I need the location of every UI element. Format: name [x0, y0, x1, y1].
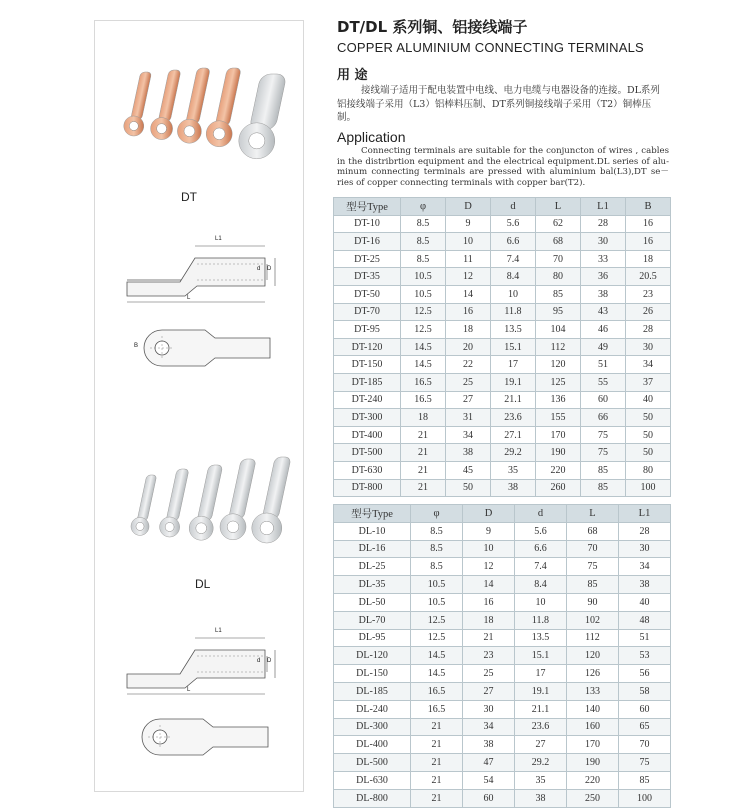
dl-cell: 12.5	[411, 611, 463, 629]
dl-cell: 112	[567, 629, 619, 647]
dt-cell: DT-240	[334, 391, 401, 409]
dl-cell: 21	[411, 718, 463, 736]
dl-spec-table	[333, 504, 671, 808]
table-row	[334, 426, 671, 444]
dt-cell: 11.8	[491, 303, 536, 321]
dt-cell: 260	[536, 479, 581, 497]
dl-cell: 250	[567, 789, 619, 807]
dt-cell: DT-300	[334, 409, 401, 427]
dt-cell: 85	[581, 479, 626, 497]
dt-cell: 220	[536, 461, 581, 479]
dt-cell: 190	[536, 444, 581, 462]
dt-header-L1: L1	[581, 198, 626, 216]
table-row	[334, 233, 671, 251]
dt-cell: 75	[581, 426, 626, 444]
dl-cell: 19.1	[515, 682, 567, 700]
dt-cell: 23.6	[491, 409, 536, 427]
dl-cell: 35	[515, 771, 567, 789]
dl-cell: 21	[411, 771, 463, 789]
dt-cell: DT-10	[334, 215, 401, 233]
dt-cell: 50	[626, 426, 671, 444]
dl-cell: 51	[619, 629, 671, 647]
dt-cell: 80	[626, 461, 671, 479]
dt-cell: 8.4	[491, 268, 536, 286]
dl-cell: 21	[411, 754, 463, 772]
dt-cell: 27	[446, 391, 491, 409]
dl-cell: 23.6	[515, 718, 567, 736]
dt-cell: 34	[446, 426, 491, 444]
table-row	[334, 558, 671, 576]
table-row	[334, 303, 671, 321]
dl-cell: 140	[567, 700, 619, 718]
dt-cell: 51	[581, 356, 626, 374]
dl-cell: DL-70	[334, 611, 411, 629]
dl-cell: 5.6	[515, 522, 567, 540]
dt-cell: 50	[626, 444, 671, 462]
dl-cell: 75	[567, 558, 619, 576]
table-row	[334, 540, 671, 558]
table-row	[334, 718, 671, 736]
dt-cell: 25	[446, 373, 491, 391]
dt-cell: 38	[491, 479, 536, 497]
dl-cell: 14	[463, 576, 515, 594]
dl-cell: 58	[619, 682, 671, 700]
table-row	[334, 522, 671, 540]
dl-dim-D: D	[267, 658, 272, 664]
dt-cell: 95	[536, 303, 581, 321]
dt-header-B: B	[626, 198, 671, 216]
dl-cell: 16.5	[411, 682, 463, 700]
table-row	[334, 629, 671, 647]
dl-cell: 13.5	[515, 629, 567, 647]
dl-cell: 8.5	[411, 522, 463, 540]
dt-top-view-drawing	[140, 326, 280, 370]
dl-cell: 75	[619, 754, 671, 772]
dl-cell: DL-120	[334, 647, 411, 665]
dt-cell: 7.4	[491, 250, 536, 268]
dt-cell: 19.1	[491, 373, 536, 391]
dl-cell: 21	[463, 629, 515, 647]
dt-header-phi: φ	[401, 198, 446, 216]
dl-cell: DL-240	[334, 700, 411, 718]
dl-cell: 25	[463, 665, 515, 683]
dl-cell: 21	[411, 789, 463, 807]
dt-cell: 66	[581, 409, 626, 427]
dl-cell: 27	[463, 682, 515, 700]
dt-cell: 21	[401, 426, 446, 444]
dt-cell: 20.5	[626, 268, 671, 286]
table-row	[334, 250, 671, 268]
dt-cell: 14	[446, 285, 491, 303]
dl-cell: 120	[567, 647, 619, 665]
table-row	[334, 700, 671, 718]
dl-cell: 40	[619, 593, 671, 611]
dt-cell: 12	[446, 268, 491, 286]
dt-cell: 43	[581, 303, 626, 321]
table-row	[334, 593, 671, 611]
table-row	[334, 682, 671, 700]
dt-cell: 12.5	[401, 321, 446, 339]
aluminium-terminal	[131, 475, 157, 535]
dt-dim-b: B	[134, 343, 139, 349]
dl-cell: DL-16	[334, 540, 411, 558]
dl-cell: 60	[463, 789, 515, 807]
dt-label: DT	[181, 190, 197, 204]
table-row	[334, 461, 671, 479]
dl-cell: 68	[567, 522, 619, 540]
dl-cell: 70	[567, 540, 619, 558]
dt-cell: 27.1	[491, 426, 536, 444]
copper-terminal	[206, 68, 241, 147]
dt-cell: DT-630	[334, 461, 401, 479]
table-row	[334, 665, 671, 683]
table-row	[334, 736, 671, 754]
dt-cell: DT-500	[334, 444, 401, 462]
dt-cell: 9	[446, 215, 491, 233]
aluminium-terminal	[220, 459, 256, 540]
dt-cell: DT-185	[334, 373, 401, 391]
table-row	[334, 789, 671, 807]
dt-cell: 40	[626, 391, 671, 409]
dl-cell: 34	[463, 718, 515, 736]
dt-header-d: d	[491, 198, 536, 216]
application-heading: Application	[337, 129, 406, 145]
copper-terminal	[177, 68, 210, 143]
dt-cell: 70	[536, 250, 581, 268]
aluminium-terminal	[160, 469, 189, 537]
dt-cell: 10	[491, 285, 536, 303]
dt-dim-l1: L1	[215, 236, 222, 242]
dt-header-type: 型号Type	[334, 198, 401, 216]
dl-cell: 16.5	[411, 700, 463, 718]
dl-cell: 85	[619, 771, 671, 789]
dt-cell: 170	[536, 426, 581, 444]
dl-cell: DL-150	[334, 665, 411, 683]
dl-cell: 126	[567, 665, 619, 683]
dl-header-D: D	[463, 505, 515, 523]
dt-cell: 33	[581, 250, 626, 268]
dl-cell: 65	[619, 718, 671, 736]
dl-cell: 10	[463, 540, 515, 558]
dl-cell: 21	[411, 736, 463, 754]
dt-cell: 55	[581, 373, 626, 391]
dt-cell: 18	[401, 409, 446, 427]
title-english: COPPER ALUMINIUM CONNECTING TERMINALS	[337, 40, 644, 55]
table-row	[334, 479, 671, 497]
dl-cell: 23	[463, 647, 515, 665]
dt-cell: 35	[491, 461, 536, 479]
dl-cell: DL-630	[334, 771, 411, 789]
dl-cell: 17	[515, 665, 567, 683]
usage-text-cn: 接线端子适用于配电装置中电线、电力电缆与电器设备的连接。DL系列铝接线端子采用（L3）铝棒料压制、DT系列铜接线端子采用（T2）铜棒压制。	[337, 85, 660, 123]
dt-cell: DT-400	[334, 426, 401, 444]
dl-cell: 160	[567, 718, 619, 736]
usage-heading-cn: 用 途	[337, 68, 368, 83]
dl-cell: 56	[619, 665, 671, 683]
aluminium-terminal	[252, 457, 291, 543]
dl-cell: 10	[515, 593, 567, 611]
table-row	[334, 391, 671, 409]
dl-cell: 21.1	[515, 700, 567, 718]
table-row	[334, 285, 671, 303]
dt-cell: DT-800	[334, 479, 401, 497]
dl-side-view-drawing	[115, 630, 295, 700]
dl-cell: 28	[619, 522, 671, 540]
dl-cell: DL-50	[334, 593, 411, 611]
dl-dim-l: L	[187, 687, 191, 693]
dt-cell: 12.5	[401, 303, 446, 321]
dt-cell: 38	[581, 285, 626, 303]
dt-cell: DT-25	[334, 250, 401, 268]
dt-cell: 80	[536, 268, 581, 286]
dl-cell: 9	[463, 522, 515, 540]
dl-cell: 10.5	[411, 593, 463, 611]
dl-header-type: 型号Type	[334, 505, 411, 523]
dt-cell: 50	[626, 409, 671, 427]
dl-cell: DL-400	[334, 736, 411, 754]
dl-cell: 34	[619, 558, 671, 576]
dl-cell: 29.2	[515, 754, 567, 772]
copper-terminal	[124, 72, 152, 136]
dl-cell: 53	[619, 647, 671, 665]
dl-cell: 48	[619, 611, 671, 629]
dt-cell: 10	[446, 233, 491, 251]
dt-cell: DT-150	[334, 356, 401, 374]
dt-cell: 18	[446, 321, 491, 339]
dt-cell: 46	[581, 321, 626, 339]
dl-cell: 133	[567, 682, 619, 700]
dt-cell: 68	[536, 233, 581, 251]
dt-cell: 30	[626, 338, 671, 356]
dl-aluminium-terminals-image	[94, 455, 302, 565]
dl-cell: 8.5	[411, 558, 463, 576]
dt-cell: DT-35	[334, 268, 401, 286]
dt-cell: 104	[536, 321, 581, 339]
dl-header-L: L	[567, 505, 619, 523]
dl-cell: DL-300	[334, 718, 411, 736]
dl-cell: 90	[567, 593, 619, 611]
dl-cell: 38	[619, 576, 671, 594]
dt-cell: 120	[536, 356, 581, 374]
dt-cell: 45	[446, 461, 491, 479]
application-text: Connecting terminals are suitable for the conjuncton of wires , cables in the distribrtion equipment and the electrical equipment.DL series of alu-minum connecting terminals are pressed with aluminium bal(L3),DT se－ries of copper connecting terminals with copper bar(T2).	[337, 146, 669, 188]
dt-cell: 155	[536, 409, 581, 427]
dl-cell: 100	[619, 789, 671, 807]
dt-cell: 26	[626, 303, 671, 321]
dl-top-view-drawing	[138, 715, 278, 759]
dt-cell: 21	[401, 479, 446, 497]
table-row	[334, 321, 671, 339]
dt-cell: 16	[626, 233, 671, 251]
dl-cell: DL-95	[334, 629, 411, 647]
dt-cell: 8.5	[401, 250, 446, 268]
dl-cell: 60	[619, 700, 671, 718]
table-row	[334, 373, 671, 391]
dl-cell: 15.1	[515, 647, 567, 665]
table-row	[334, 611, 671, 629]
table-row	[334, 268, 671, 286]
dt-cell: 18	[626, 250, 671, 268]
dt-cell: DT-16	[334, 233, 401, 251]
dt-cell: 8.5	[401, 233, 446, 251]
table-row	[334, 338, 671, 356]
dt-cell: 21	[401, 444, 446, 462]
dt-cell: 14.5	[401, 338, 446, 356]
dt-cell: 75	[581, 444, 626, 462]
dt-dim-D: D	[267, 266, 272, 272]
dt-cell: DT-120	[334, 338, 401, 356]
dt-cell: 50	[446, 479, 491, 497]
dt-cell: 6.6	[491, 233, 536, 251]
dl-dim-l1: L1	[215, 628, 222, 634]
table-row	[334, 576, 671, 594]
dl-cell: 47	[463, 754, 515, 772]
dl-cell: 220	[567, 771, 619, 789]
dl-cell: DL-25	[334, 558, 411, 576]
dl-cell: DL-800	[334, 789, 411, 807]
dt-cell: 14.5	[401, 356, 446, 374]
dl-cell: 85	[567, 576, 619, 594]
table-row	[334, 754, 671, 772]
dl-cell: 10.5	[411, 576, 463, 594]
title-chinese: DT/DL 系列铜、铝接线端子	[337, 18, 528, 36]
aluminium-terminal	[239, 74, 287, 159]
dl-cell: DL-35	[334, 576, 411, 594]
dl-cell: 12	[463, 558, 515, 576]
table-row	[334, 771, 671, 789]
dt-cell: 49	[581, 338, 626, 356]
dt-cell: 125	[536, 373, 581, 391]
table-row	[334, 409, 671, 427]
copper-terminal	[151, 70, 181, 140]
dl-label: DL	[195, 577, 211, 591]
dl-cell: 8.4	[515, 576, 567, 594]
dt-cell: 21	[401, 461, 446, 479]
dl-cell: DL-10	[334, 522, 411, 540]
dl-header-phi: φ	[411, 505, 463, 523]
dt-copper-terminals-image	[94, 66, 302, 186]
dt-cell: 17	[491, 356, 536, 374]
dt-cell: 36	[581, 268, 626, 286]
dt-cell: 85	[581, 461, 626, 479]
dt-cell: 20	[446, 338, 491, 356]
dl-cell: 7.4	[515, 558, 567, 576]
dl-header-L1: L1	[619, 505, 671, 523]
dl-cell: 38	[515, 789, 567, 807]
dt-cell: 8.5	[401, 215, 446, 233]
dt-cell: 21.1	[491, 391, 536, 409]
dt-cell: 16	[626, 215, 671, 233]
dt-cell: 30	[581, 233, 626, 251]
dt-cell: 16.5	[401, 373, 446, 391]
table-row	[334, 444, 671, 462]
dt-cell: DT-95	[334, 321, 401, 339]
dt-cell: 34	[626, 356, 671, 374]
dl-cell: 11.8	[515, 611, 567, 629]
dl-table-header-row	[334, 505, 671, 523]
dt-cell: 16	[446, 303, 491, 321]
dt-header-L: L	[536, 198, 581, 216]
dl-cell: 30	[463, 700, 515, 718]
dt-cell: 23	[626, 285, 671, 303]
dt-cell: 11	[446, 250, 491, 268]
dl-cell: 54	[463, 771, 515, 789]
dt-cell: 85	[536, 285, 581, 303]
dt-cell: DT-50	[334, 285, 401, 303]
dt-cell: 13.5	[491, 321, 536, 339]
dt-cell: 16.5	[401, 391, 446, 409]
dl-cell: 190	[567, 754, 619, 772]
dt-cell: 29.2	[491, 444, 536, 462]
dt-spec-table	[333, 197, 671, 497]
dt-dim-l: L	[187, 295, 191, 301]
dl-cell: 14.5	[411, 665, 463, 683]
dl-cell: 30	[619, 540, 671, 558]
dt-cell: 10.5	[401, 268, 446, 286]
dt-cell: 62	[536, 215, 581, 233]
dl-cell: 8.5	[411, 540, 463, 558]
dl-cell: DL-185	[334, 682, 411, 700]
dt-cell: 5.6	[491, 215, 536, 233]
dt-cell: 38	[446, 444, 491, 462]
dl-cell: 6.6	[515, 540, 567, 558]
table-row	[334, 215, 671, 233]
dt-cell: 31	[446, 409, 491, 427]
dt-cell: DT-70	[334, 303, 401, 321]
dt-cell: 10.5	[401, 285, 446, 303]
aluminium-terminal	[189, 465, 223, 540]
dt-header-D: D	[446, 198, 491, 216]
dt-cell: 15.1	[491, 338, 536, 356]
dl-cell: 102	[567, 611, 619, 629]
dl-cell: 38	[463, 736, 515, 754]
dt-cell: 37	[626, 373, 671, 391]
dt-cell: 28	[626, 321, 671, 339]
dt-cell: 28	[581, 215, 626, 233]
dl-header-d: d	[515, 505, 567, 523]
dt-side-view-drawing	[115, 238, 295, 308]
dt-cell: 112	[536, 338, 581, 356]
dl-cell: DL-500	[334, 754, 411, 772]
dl-cell: 27	[515, 736, 567, 754]
dl-cell: 70	[619, 736, 671, 754]
dl-cell: 18	[463, 611, 515, 629]
table-row	[334, 647, 671, 665]
dl-cell: 14.5	[411, 647, 463, 665]
dt-cell: 100	[626, 479, 671, 497]
dt-cell: 60	[581, 391, 626, 409]
dl-cell: 16	[463, 593, 515, 611]
dl-cell: 170	[567, 736, 619, 754]
dl-dim-d: d	[257, 658, 261, 664]
dt-table-header-row	[334, 198, 671, 216]
dt-cell: 22	[446, 356, 491, 374]
table-row	[334, 356, 671, 374]
dt-cell: 136	[536, 391, 581, 409]
dt-dim-d: d	[257, 266, 261, 272]
dl-cell: 12.5	[411, 629, 463, 647]
